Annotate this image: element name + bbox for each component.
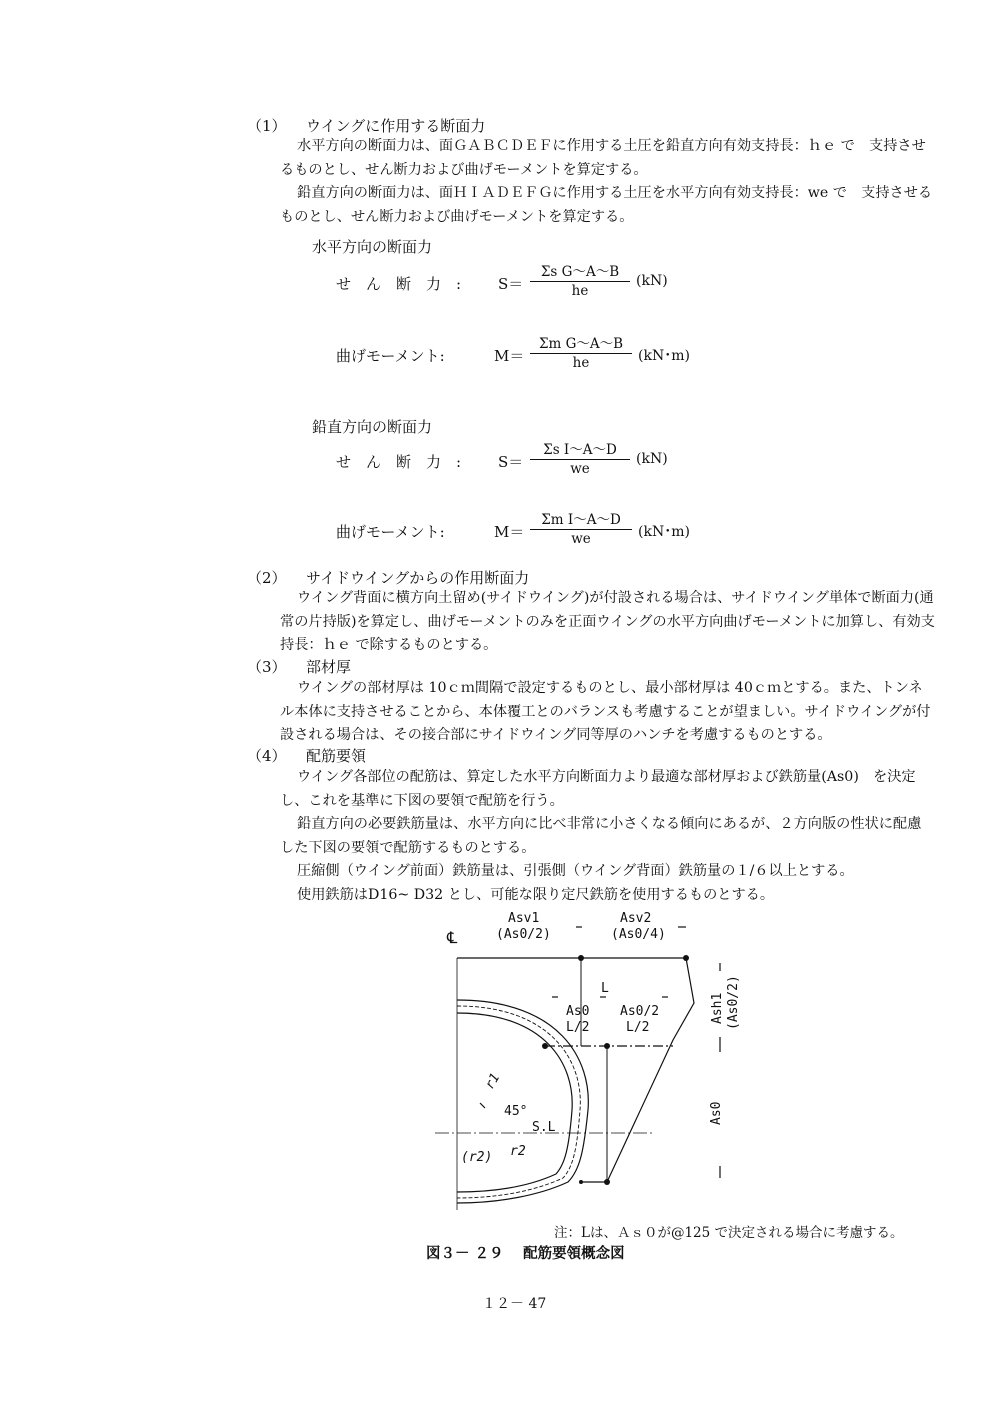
asv2-sub-label: (As0/4) xyxy=(611,927,666,942)
section2-number: （2） xyxy=(247,569,287,587)
section4-number: （4） xyxy=(247,747,287,765)
section4-para3: 圧縮側（ウイング前面）鉄筋量は、引張側（ウイング背面）鉄筋量の１/６以上とする。 xyxy=(297,863,854,879)
v-shear-unit: (kN) xyxy=(636,451,668,467)
angle-label: 45° xyxy=(504,1104,528,1119)
vertical-title: 鉛直方向の断面力 xyxy=(312,418,433,436)
h-shear-unit: (kN) xyxy=(636,273,668,289)
v-shear-numerator: Σs I〜A〜D xyxy=(530,441,630,460)
section2-para1: ウイング背面に横方向土留め(サイドウイング)が付設される場合は、サイドウイング単体で断面力(通常の片持版)を算定し、曲げモーメントのみを正面ウイングの水平方向曲げモーメントに加算し、有効支持長：ｈｅ で除するものとする。 xyxy=(280,590,935,653)
section1-para2: 鉛直方向の断面力は、面ＨＩＡＤＥＦＧに作用する土圧を水平方向有効支持長：we で 支持させるものとし、せん断力および曲げモーメントを算定する。 xyxy=(280,185,933,225)
asv1-sub-label: (As0/2) xyxy=(496,927,551,942)
v-shear-label: せ ん 断 力 : xyxy=(336,453,462,471)
lining-inner-arc xyxy=(457,1013,572,1192)
section4-para4: 使用鉄筋はD16~ D32 とし、可能な限り定尺鉄筋を使用するものとする。 xyxy=(297,886,775,903)
h-moment-unit: (kN･m) xyxy=(638,348,690,364)
v-moment-lhs: M＝ xyxy=(494,523,525,541)
h-shear-numerator: Σs G〜A〜B xyxy=(530,263,630,282)
section4-para2: 鉛直方向の必要鉄筋量は、水平方向に比べ非常に小さくなる傾向にあるが、２方向版の性状に配慮した下図の要領で配筋するものとする。 xyxy=(280,816,922,856)
node-lining-joint xyxy=(542,1043,548,1049)
ash1-sub-label: (As0/2) xyxy=(726,975,741,1030)
r1-label: r1 xyxy=(482,1070,504,1092)
asv2-label: Asv2 xyxy=(620,911,652,926)
centerline-symbol: ℄ xyxy=(447,928,458,947)
figure-note: 注：Lは、Ａｓ０が@125 で決定される場合に考慮する。 xyxy=(554,1225,904,1241)
page-number: １２－ 47 xyxy=(482,1296,547,1312)
l-half-label-a: L/2 xyxy=(566,1020,590,1035)
as0-half-label-b: As0/2 xyxy=(620,1004,660,1019)
length-label: L xyxy=(601,981,609,996)
as0-side-label: As0 xyxy=(709,1101,724,1125)
node-bottom xyxy=(604,1179,610,1185)
v-moment-denominator: we xyxy=(571,531,591,547)
asv1-label: Asv1 xyxy=(508,911,540,926)
as0-label-a: As0 xyxy=(566,1004,590,1019)
v-shear-lhs: S＝ xyxy=(498,453,524,471)
figure-caption: 図３－ ２９ 配筋要領概念図 xyxy=(426,1246,625,1262)
section4-para1: ウイング各部位の配筋は、算定した水平方向断面力より最適な部材厚および鉄筋量(As0) を決定し、これを基準に下図の要領で配筋を行う。 xyxy=(280,769,916,809)
h-moment-lhs: M＝ xyxy=(494,347,525,365)
section4-heading: 配筋要領 xyxy=(306,747,367,765)
node-bottom-left xyxy=(579,1180,583,1184)
v-moment-numerator: Σm I〜A〜D xyxy=(530,511,632,530)
h-moment-label: 曲げモーメント: xyxy=(336,347,445,365)
l-half-label-b: L/2 xyxy=(626,1020,650,1035)
wing-right-edge xyxy=(607,958,694,1182)
h-shear-label: せ ん 断 力 : xyxy=(336,275,462,293)
r2-label: r2 xyxy=(510,1144,526,1159)
v-moment-unit: (kN･m) xyxy=(638,524,690,540)
h-shear-denominator: he xyxy=(571,283,589,299)
section3-number: （3） xyxy=(247,658,287,676)
v-shear-denominator: we xyxy=(570,461,590,477)
h-moment-numerator: Σm G〜A〜B xyxy=(530,335,632,354)
section3-para1: ウイングの部材厚は 10ｃｍ間隔で設定するものとし、最小部材厚は 40ｃｍとする。また、トンネル本体に支持させることから、本体覆工とのバランスも考慮することが望ましい。サイドウイングが付設される場合は、その接合部にサイドウイング同等厚のハンチを考慮するものとする。 xyxy=(280,680,931,743)
section3-heading: 部材厚 xyxy=(306,658,352,676)
node-middle xyxy=(604,1043,610,1049)
section1-para1: 水平方向の断面力は、面ＧＡＢＣＤＥＦに作用する土圧を鉛直方向有効支持長：ｈｅ で 支持させるものとし、せん断力および曲げモーメントを算定する。 xyxy=(280,138,926,178)
h-moment-denominator: he xyxy=(572,355,590,371)
h-shear-lhs: S＝ xyxy=(498,275,524,293)
angle-tick xyxy=(480,1103,485,1108)
section1-number: （1） xyxy=(247,117,287,135)
r2-paren-label: (r2) xyxy=(461,1150,493,1165)
springline-label: S.L xyxy=(532,1120,556,1135)
node-top-middle xyxy=(578,955,584,961)
v-moment-label: 曲げモーメント: xyxy=(336,523,445,541)
ash1-label: Ash1 xyxy=(710,992,725,1024)
section1-heading: ウイングに作用する断面力 xyxy=(306,117,486,135)
section2-heading: サイドウイングからの作用断面力 xyxy=(306,569,530,587)
horizontal-title: 水平方向の断面力 xyxy=(312,238,433,256)
node-top-right xyxy=(683,955,689,961)
